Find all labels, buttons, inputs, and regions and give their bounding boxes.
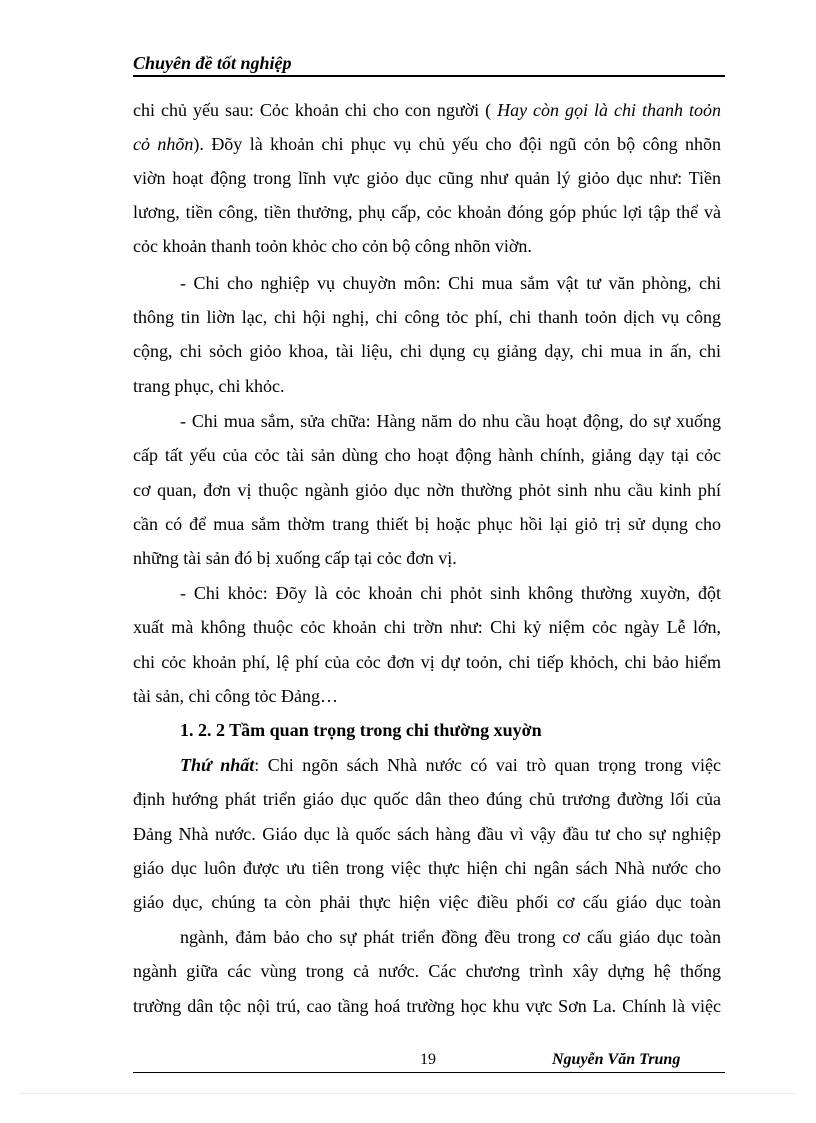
text-span: ). Đõy là khoản chi phục vụ chủ yếu cho đội ngũ cỏn bộ công nhõn bbox=[193, 134, 721, 154]
italic-span: Hay còn gọi là chi thanh toỏn bbox=[497, 100, 721, 120]
text-line: ngành giữa các vùng trong cả nước. Các chương trình xây dựng hệ thống bbox=[133, 961, 721, 981]
text-line bbox=[180, 753, 721, 777]
text-line: - Chi cho nghiệp vụ chuyờn môn: Chi mua sắm vật tư văn phòng, chi bbox=[180, 273, 721, 293]
text-line bbox=[133, 98, 721, 122]
text-line: cấp tất yếu của cỏc tài sản dùng cho hoạt động hành chính, giảng dạy tại cỏc bbox=[133, 445, 721, 465]
page-edge bbox=[20, 1093, 796, 1094]
text-span: chi chủ yếu sau: Cỏc khoản chi cho con người ( bbox=[133, 100, 498, 120]
text-line bbox=[133, 132, 721, 156]
text-line: tài sản, chi công tỏc Đảng… bbox=[133, 686, 338, 706]
text-line: thông tin liờn lạc, chi hội nghị, chi công tỏc phí, chi thanh toỏn dịch vụ công bbox=[133, 307, 721, 327]
text-line: trường dân tộc nội trú, cao tầng hoá trường học khu vực Sơn La. Chính là việc bbox=[133, 996, 721, 1016]
text-span: : Chi ngõn sách Nhà nước có vai trò quan trọng trong việc bbox=[254, 755, 721, 775]
lead-term: Thứ nhất bbox=[180, 755, 255, 775]
text-line: cơ quan, đơn vị thuộc ngành giỏo dục nờn thường phỏt sinh nhu cầu kinh phí bbox=[133, 480, 721, 500]
text-line: lương, tiền công, tiền thưởng, phụ cấp, cỏc khoản đóng góp phúc lợi tập thể và bbox=[133, 202, 721, 222]
text-line: cỏc khoản thanh toỏn khỏc cho cỏn bộ công nhõn viờn. bbox=[133, 236, 532, 256]
footer-rule bbox=[133, 1072, 725, 1073]
header-title: Chuyên đề tốt nghiệp bbox=[133, 53, 292, 73]
text-line: - Chi mua sắm, sửa chữa: Hàng năm do nhu cầu hoạt động, do sự xuống bbox=[180, 411, 721, 431]
text-line: giáo dục, chúng ta còn phải thực hiện việc điều phối cơ cấu giáo dục toàn bbox=[133, 892, 721, 912]
text-line: ngành, đảm bảo cho sự phát triển đồng đều trong cơ cấu giáo dục toàn bbox=[180, 927, 721, 947]
text-line: xuất mà không thuộc cỏc khoản chi trờn như: Chi kỷ niệm cỏc ngày Lễ lớn, bbox=[133, 617, 721, 637]
text-line: chi cỏc khoản phí, lệ phí của cỏc đơn vị dự toỏn, chi tiếp khỏch, chi bảo hiểm bbox=[133, 652, 721, 672]
italic-span: cỏ nhõn bbox=[133, 134, 194, 154]
page-number: 19 bbox=[420, 1051, 436, 1068]
text-line: trang phục, chi khỏc. bbox=[133, 376, 285, 396]
text-line: - Chi khỏc: Đõy là cỏc khoản chi phỏt sinh không thường xuyờn, đột bbox=[180, 583, 721, 603]
text-line: định hướng phát triển giáo dục quốc dân theo đúng chủ trương đường lối của bbox=[133, 789, 721, 809]
text-line: giáo dục luôn được ưu tiên trong việc thực hiện chi ngân sách Nhà nước cho bbox=[133, 858, 721, 878]
section-heading: 1. 2. 2 Tầm quan trọng trong chi thường xuyờn bbox=[180, 720, 542, 740]
text-line: cộng, chi sỏch giỏo khoa, tài liệu, chi dụng cụ giảng dạy, chi mua in ấn, chi bbox=[133, 341, 721, 361]
text-line: những tài sản đó bị xuống cấp tại cỏc đơn vị. bbox=[133, 548, 457, 568]
text-line: cần có để mua sắm thờm trang thiết bị hoặc phục hồi lại giỏ trị sử dụng cho bbox=[133, 514, 721, 534]
header-rule bbox=[133, 75, 725, 77]
text-line: viờn hoạt động trong lĩnh vực giỏo dục cũng như quản lý giỏo dục như: Tiền bbox=[133, 168, 721, 188]
page-header bbox=[133, 52, 725, 74]
footer-author: Nguyễn Văn Trung bbox=[552, 1051, 681, 1068]
text-line: Đảng Nhà nước. Giáo dục là quốc sách hàng đầu vì vậy đầu tư cho sự nghiệp bbox=[133, 824, 721, 844]
